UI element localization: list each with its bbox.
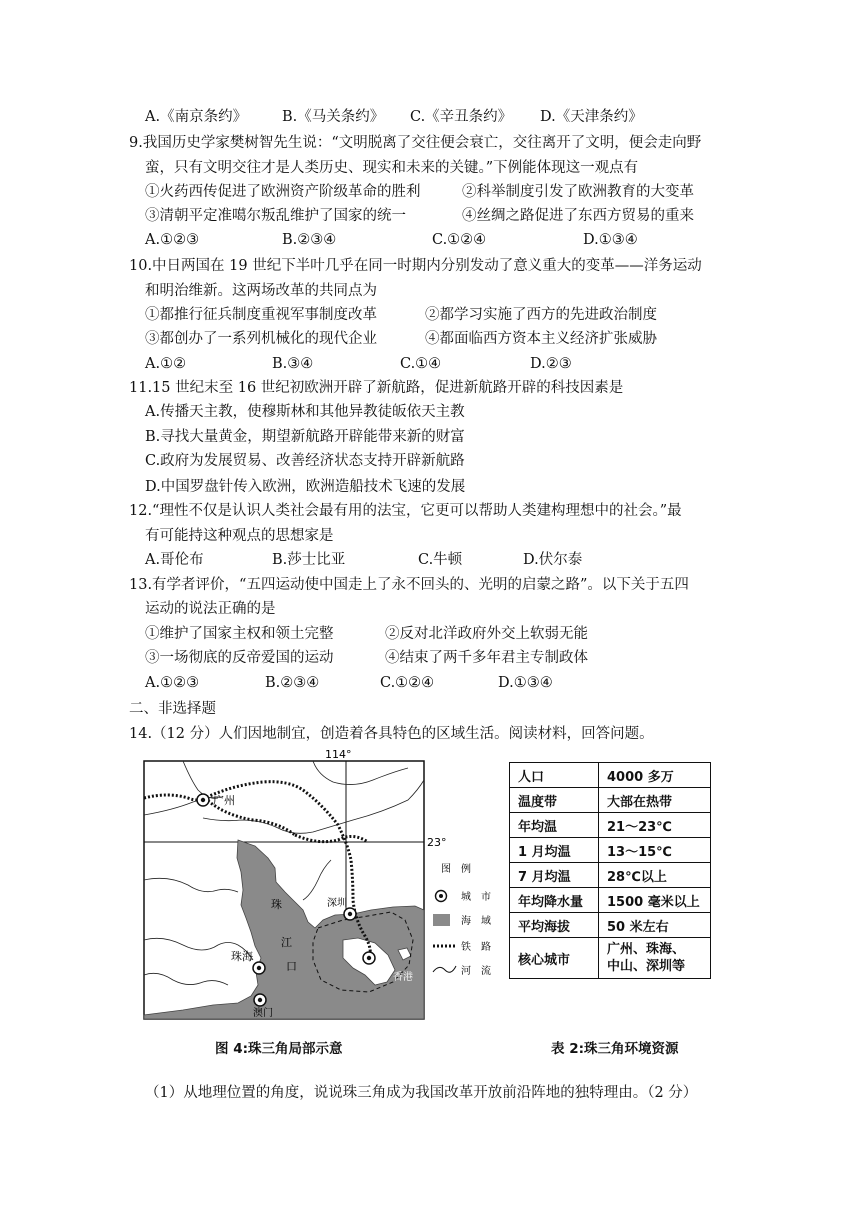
core-cities-line2: 中山、深圳等 — [607, 959, 686, 974]
q8-option-b: B.《马关条约》 — [282, 109, 385, 125]
table-row — [510, 813, 711, 838]
city-label-guangzhou: 广州 — [213, 794, 235, 807]
q8-option-d: D.《天津条约》 — [540, 109, 643, 125]
q9-item-4: ④丝绸之路促进了东西方贸易的重来 — [462, 208, 694, 224]
city-marker-guangzhou — [197, 794, 209, 806]
table-cell-key: 年均温 — [510, 813, 599, 838]
q9-item-1: ①火药西传促进了欧洲资产阶级革命的胜利 — [145, 184, 421, 200]
table-cell-key: 1 月均温 — [510, 838, 599, 863]
q10-option-d: D.②③ — [530, 356, 572, 372]
q13-item-2: ②反对北洋政府外交上软弱无能 — [385, 626, 588, 642]
q9-option-a: A.①②③ — [145, 232, 200, 248]
q10-item-2: ②都学习实施了西方的先进政治制度 — [425, 307, 657, 323]
legend-label-river: 河 流 — [461, 966, 491, 977]
table-cell-key: 平均海拔 — [510, 913, 599, 938]
city-marker-macau — [254, 994, 266, 1006]
city-label-macau: 澳门 — [253, 1008, 273, 1019]
map-caption: 图 4:珠三角局部示意 — [215, 1041, 343, 1057]
latitude-label: 23° — [427, 836, 447, 849]
q13-stem-line1: 13.有学者评价，“五四运动使中国走上了永不回头的、光明的启蒙之路”。以下关于五四 — [129, 577, 689, 593]
section-heading: 二、非选择题 — [129, 701, 216, 717]
longitude-label: 114° — [325, 748, 352, 761]
city-label-hongkong: 香港 — [393, 972, 413, 983]
legend-river-icon — [433, 966, 456, 972]
city-marker-zhuhai — [253, 962, 265, 974]
q13-option-c: C.①②④ — [380, 675, 435, 691]
table-row — [510, 938, 711, 979]
table-cell-value: 21～23℃ — [599, 813, 711, 838]
q11-option-d: D.中国罗盘针传入欧洲，欧洲造船技术飞速的发展 — [145, 479, 466, 495]
q10-option-c: C.①④ — [400, 356, 442, 372]
table-cell-value: 4000 多万 — [599, 763, 711, 788]
q9-option-d: D.①③④ — [583, 232, 638, 248]
table-cell-value: 50 米左右 — [599, 913, 711, 938]
q13-item-1: ①维护了国家主权和领土完整 — [145, 626, 334, 642]
q14-stem: 14.（12 分）人们因地制宜，创造着各具特色的区域生活。阅读材料，回答问题。 — [129, 726, 654, 742]
q13-item-4: ④结束了两千多年君主专制政体 — [385, 650, 588, 666]
q13-stem-line2: 运动的说法正确的是 — [145, 601, 276, 617]
environment-table — [509, 762, 711, 979]
q10-item-4: ④都面临西方资本主义经济扩张威胁 — [425, 331, 657, 347]
table-cell-value: 大部在热带 — [599, 788, 711, 813]
table-cell-value — [599, 938, 711, 979]
table-row — [510, 838, 711, 863]
q11-option-b: B.寻找大量黄金，期望新航路开辟能带来新的财富 — [145, 429, 465, 445]
q9-item-3: ③清朝平定准噶尔叛乱维护了国家的统一 — [145, 208, 406, 224]
q12-stem-line1: 12.“理性不仅是认识人类社会最有用的法宝，它更可以帮助人类建构理想中的社会。”最 — [129, 503, 682, 519]
q12-option-d: D.伏尔泰 — [523, 552, 583, 568]
pearl-river-delta-map — [143, 748, 505, 1022]
q10-item-3: ③都创办了一系列机械化的现代企业 — [145, 331, 377, 347]
river-label-1: 珠 — [271, 898, 282, 911]
table-row — [510, 863, 711, 888]
q9-option-b: B.②③④ — [282, 232, 337, 248]
table-cell-value: 13～15℃ — [599, 838, 711, 863]
q9-stem-line1: 9.我国历史学家樊树智先生说：“文明脱离了交往便会衰亡，交往离开了文明，便会走向野 — [129, 135, 702, 151]
legend-sea-swatch — [433, 914, 450, 926]
legend-city-icon — [436, 891, 447, 902]
q9-item-2: ②科举制度引发了欧洲教育的大变革 — [462, 184, 694, 200]
city-marker-shenzhen — [344, 908, 356, 920]
q10-stem-line1: 10.中日两国在 19 世纪下半叶几乎在同一时期内分别发动了意义重大的变革——洋务运动 — [129, 258, 702, 274]
table-cell-key: 核心城市 — [510, 938, 599, 979]
table-cell-key: 人口 — [510, 763, 599, 788]
q8-option-a: A.《南京条约》 — [145, 109, 248, 125]
q9-option-c: C.①②④ — [432, 232, 487, 248]
river-label-3: 口 — [286, 960, 297, 973]
legend-label-city: 城 市 — [461, 892, 491, 903]
table-cell-key: 年均降水量 — [510, 888, 599, 913]
q10-item-1: ①都推行征兵制度重视军事制度改革 — [145, 307, 377, 323]
table-row — [510, 888, 711, 913]
q10-option-b: B.③④ — [272, 356, 314, 372]
q13-option-a: A.①②③ — [145, 675, 200, 691]
q11-option-c: C.政府为发展贸易、改善经济状态支持开辟新航路 — [145, 453, 465, 469]
q13-item-3: ③一场彻底的反帝爱国的运动 — [145, 650, 334, 666]
q13-option-b: B.②③④ — [265, 675, 320, 691]
city-marker-hongkong — [363, 952, 375, 964]
q10-option-a: A.①② — [145, 356, 187, 372]
q11-option-a: A.传播天主教，使穆斯林和其他异教徒皈依天主教 — [145, 404, 465, 420]
table-cell-value: 1500 毫米以上 — [599, 888, 711, 913]
legend-title: 图 例 — [441, 864, 471, 875]
q14-sub1: （1）从地理位置的角度，说说珠三角成为我国改革开放前沿阵地的独特理由。（2 分） — [145, 1085, 698, 1101]
city-label-shenzhen: 深圳 — [327, 898, 347, 909]
table-cell-key: 7 月均温 — [510, 863, 599, 888]
table-row — [510, 763, 711, 788]
table-caption: 表 2:珠三角环境资源 — [551, 1041, 679, 1057]
core-cities-line1: 广州、珠海、 — [607, 942, 686, 957]
table-row — [510, 913, 711, 938]
q9-stem-line2: 蛮，只有文明交往才是人类历史、现实和未来的关键。”下例能体现这一观点有 — [145, 160, 639, 176]
table-cell-key: 温度带 — [510, 788, 599, 813]
legend-label-sea: 海 域 — [461, 916, 491, 927]
q12-stem-line2: 有可能持这种观点的思想家是 — [145, 528, 334, 544]
q8-option-c: C.《辛丑条约》 — [410, 109, 513, 125]
q13-option-d: D.①③④ — [498, 675, 553, 691]
city-label-zhuhai: 珠海 — [231, 950, 253, 963]
legend-label-railway: 铁 路 — [461, 942, 491, 953]
q11-stem: 11.15 世纪末至 16 世纪初欧洲开辟了新航路，促进新航路开辟的科技因素是 — [129, 380, 624, 396]
q12-option-b: B.莎士比亚 — [272, 552, 346, 568]
q10-stem-line2: 和明治维新。这两场改革的共同点为 — [145, 283, 377, 299]
river-label-2: 江 — [281, 936, 292, 949]
q12-option-c: C.牛顿 — [418, 552, 463, 568]
q12-option-a: A.哥伦布 — [145, 552, 204, 568]
table-cell-value: 28℃以上 — [599, 863, 711, 888]
table-row — [510, 788, 711, 813]
